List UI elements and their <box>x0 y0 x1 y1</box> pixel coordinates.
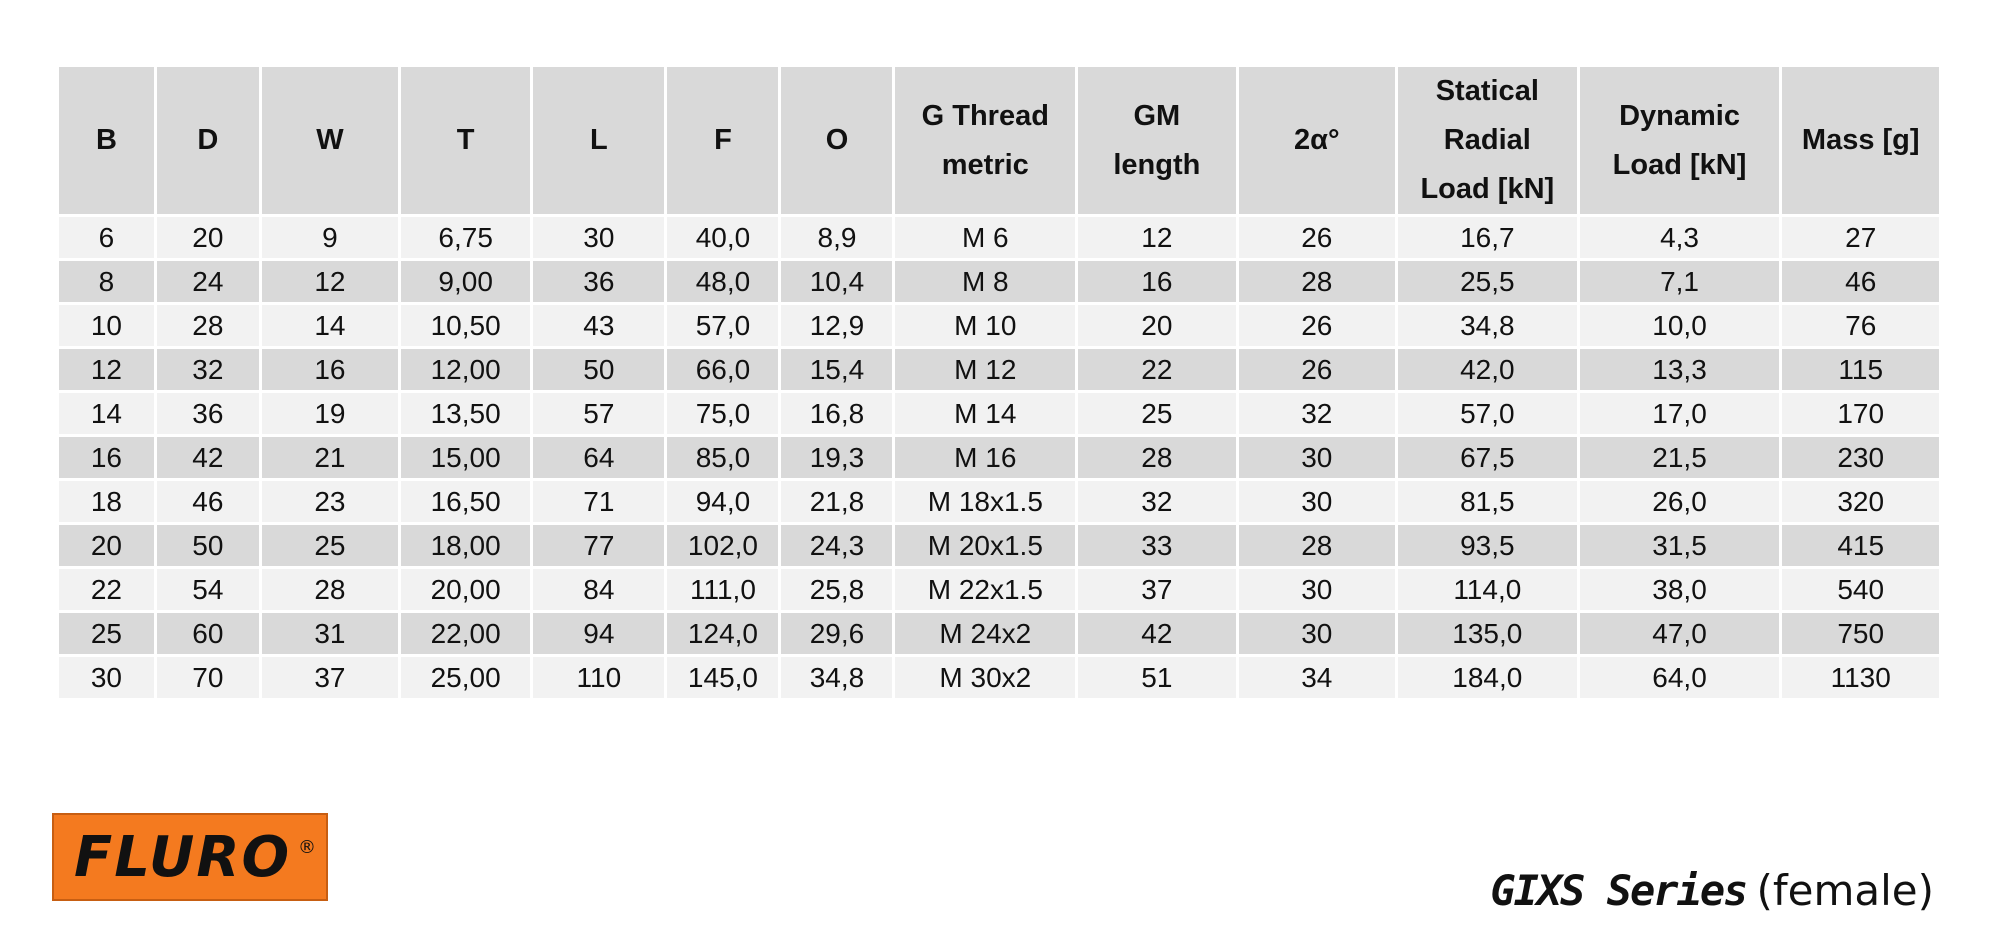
table-cell: 25 <box>260 524 399 568</box>
table-cell: 28 <box>1237 524 1396 568</box>
table-cell: 51 <box>1077 656 1237 700</box>
table-cell: 26 <box>1237 348 1396 392</box>
table-cell: 30 <box>58 656 156 700</box>
table-cell: 415 <box>1781 524 1941 568</box>
table-cell: 25,5 <box>1397 260 1579 304</box>
table-cell: 30 <box>1237 612 1396 656</box>
table-cell: 30 <box>1237 568 1396 612</box>
table-cell: 66,0 <box>666 348 780 392</box>
table-cell: 38,0 <box>1578 568 1781 612</box>
table-cell: M 24x2 <box>894 612 1077 656</box>
table-cell: 9,00 <box>400 260 532 304</box>
table-cell: 71 <box>532 480 666 524</box>
table-cell: 42 <box>1077 612 1237 656</box>
column-header <box>666 66 780 216</box>
table-row <box>58 348 1941 392</box>
spec-table-container <box>56 64 1942 701</box>
table-cell: 26 <box>1237 304 1396 348</box>
table-cell: 57 <box>532 392 666 436</box>
column-header-label: Dynamic Load [kN] <box>1612 99 1747 181</box>
column-header <box>58 66 156 216</box>
table-cell: 28 <box>260 568 399 612</box>
table-cell: 36 <box>532 260 666 304</box>
table-cell: 18 <box>58 480 156 524</box>
spec-table <box>56 64 1942 701</box>
table-cell: 36 <box>155 392 260 436</box>
table-cell: 64,0 <box>1578 656 1781 700</box>
table-cell: 10,4 <box>780 260 894 304</box>
column-header <box>780 66 894 216</box>
column-header <box>400 66 532 216</box>
table-cell: 20 <box>155 216 260 260</box>
table-cell: 12,00 <box>400 348 532 392</box>
table-cell: 46 <box>1781 260 1941 304</box>
column-header-label: B <box>95 124 117 156</box>
table-row <box>58 392 1941 436</box>
table-cell: 12 <box>260 260 399 304</box>
table-cell: 47,0 <box>1578 612 1781 656</box>
series-name: GIXS Series <box>1490 866 1747 915</box>
table-row <box>58 304 1941 348</box>
table-cell: 20 <box>1077 304 1237 348</box>
table-cell: 19 <box>260 392 399 436</box>
table-cell: 33 <box>1077 524 1237 568</box>
table-cell: 28 <box>1077 436 1237 480</box>
table-cell: 320 <box>1781 480 1941 524</box>
table-cell: 32 <box>1077 480 1237 524</box>
table-cell: 124,0 <box>666 612 780 656</box>
table-cell: M 18x1.5 <box>894 480 1077 524</box>
table-row <box>58 216 1941 260</box>
table-cell: 16 <box>58 436 156 480</box>
table-cell: 16,50 <box>400 480 532 524</box>
table-cell: 22,00 <box>400 612 532 656</box>
table-cell: 30 <box>1237 436 1396 480</box>
table-cell: 8,9 <box>780 216 894 260</box>
table-cell: 34 <box>1237 656 1396 700</box>
table-row <box>58 612 1941 656</box>
table-cell: 15,00 <box>400 436 532 480</box>
table-cell: 115 <box>1781 348 1941 392</box>
logo-text: FLURO <box>74 824 292 890</box>
table-cell: 54 <box>155 568 260 612</box>
table-cell: 230 <box>1781 436 1941 480</box>
table-cell: 110 <box>532 656 666 700</box>
table-cell: 42,0 <box>1397 348 1579 392</box>
table-cell: 24 <box>155 260 260 304</box>
table-cell: 75,0 <box>666 392 780 436</box>
table-cell: 93,5 <box>1397 524 1579 568</box>
table-cell: 70 <box>155 656 260 700</box>
table-cell: 12,9 <box>780 304 894 348</box>
table-cell: 13,50 <box>400 392 532 436</box>
table-cell: 26,0 <box>1578 480 1781 524</box>
table-cell: 30 <box>532 216 666 260</box>
column-header <box>1397 66 1579 216</box>
table-cell: 16 <box>260 348 399 392</box>
table-cell: M 16 <box>894 436 1077 480</box>
table-cell: 29,6 <box>780 612 894 656</box>
table-cell: 9 <box>260 216 399 260</box>
series-type: (female) <box>1756 866 1934 915</box>
table-cell: 20 <box>58 524 156 568</box>
column-header-label: O <box>825 124 849 156</box>
table-cell: 28 <box>1237 260 1396 304</box>
table-body <box>58 216 1941 700</box>
table-cell: 20,00 <box>400 568 532 612</box>
table-cell: 31,5 <box>1578 524 1781 568</box>
column-header <box>1781 66 1941 216</box>
table-cell: 37 <box>1077 568 1237 612</box>
table-cell: 34,8 <box>1397 304 1579 348</box>
column-header-label: D <box>197 124 219 156</box>
column-header-label: G Thread metric <box>921 99 1049 181</box>
column-header <box>1077 66 1237 216</box>
table-cell: 6,75 <box>400 216 532 260</box>
table-cell: 16 <box>1077 260 1237 304</box>
table-cell: 184,0 <box>1397 656 1579 700</box>
table-cell: 1130 <box>1781 656 1941 700</box>
table-cell: M 8 <box>894 260 1077 304</box>
table-cell: 24,3 <box>780 524 894 568</box>
table-cell: 21,8 <box>780 480 894 524</box>
column-header-label: Statical Radial Load [kN] <box>1420 75 1555 205</box>
table-cell: 145,0 <box>666 656 780 700</box>
table-cell: 85,0 <box>666 436 780 480</box>
table-row <box>58 568 1941 612</box>
table-cell: 10,50 <box>400 304 532 348</box>
column-header-label: T <box>456 124 475 156</box>
table-cell: M 22x1.5 <box>894 568 1077 612</box>
table-cell: 50 <box>532 348 666 392</box>
table-cell: 94 <box>532 612 666 656</box>
table-cell: 30 <box>1237 480 1396 524</box>
table-cell: 21 <box>260 436 399 480</box>
table-cell: 22 <box>58 568 156 612</box>
table-cell: 23 <box>260 480 399 524</box>
table-cell: 94,0 <box>666 480 780 524</box>
table-row <box>58 260 1941 304</box>
table-cell: 16,7 <box>1397 216 1579 260</box>
table-cell: 13,3 <box>1578 348 1781 392</box>
table-cell: 64 <box>532 436 666 480</box>
table-cell: M 14 <box>894 392 1077 436</box>
table-cell: 42 <box>155 436 260 480</box>
column-header-label: W <box>316 124 344 156</box>
column-header-label: L <box>589 124 608 156</box>
column-header-label: 2α° <box>1294 124 1340 156</box>
table-cell: 76 <box>1781 304 1941 348</box>
table-cell: 32 <box>155 348 260 392</box>
table-cell: 31 <box>260 612 399 656</box>
table-cell: 8 <box>58 260 156 304</box>
table-cell: 40,0 <box>666 216 780 260</box>
column-header-label: GM length <box>1113 99 1201 181</box>
column-header <box>155 66 260 216</box>
table-cell: 114,0 <box>1397 568 1579 612</box>
table-cell: 12 <box>58 348 156 392</box>
table-cell: M 10 <box>894 304 1077 348</box>
registered-mark: ® <box>298 837 316 858</box>
column-header <box>532 66 666 216</box>
table-cell: 15,4 <box>780 348 894 392</box>
table-cell: 12 <box>1077 216 1237 260</box>
table-cell: 170 <box>1781 392 1941 436</box>
table-cell: 26 <box>1237 216 1396 260</box>
table-cell: 16,8 <box>780 392 894 436</box>
table-cell: 102,0 <box>666 524 780 568</box>
table-cell: 25,00 <box>400 656 532 700</box>
table-cell: 10,0 <box>1578 304 1781 348</box>
table-cell: M 20x1.5 <box>894 524 1077 568</box>
table-cell: 10 <box>58 304 156 348</box>
table-cell: 27 <box>1781 216 1941 260</box>
table-cell: 25 <box>58 612 156 656</box>
table-cell: 4,3 <box>1578 216 1781 260</box>
table-cell: 28 <box>155 304 260 348</box>
table-cell: 21,5 <box>1578 436 1781 480</box>
table-cell: 84 <box>532 568 666 612</box>
table-cell: 48,0 <box>666 260 780 304</box>
column-header <box>1237 66 1396 216</box>
table-row <box>58 524 1941 568</box>
table-cell: M 30x2 <box>894 656 1077 700</box>
table-cell: M 12 <box>894 348 1077 392</box>
table-cell: 25,8 <box>780 568 894 612</box>
table-cell: 67,5 <box>1397 436 1579 480</box>
table-cell: 14 <box>58 392 156 436</box>
table-row <box>58 656 1941 700</box>
table-cell: 135,0 <box>1397 612 1579 656</box>
table-cell: 60 <box>155 612 260 656</box>
table-cell: 57,0 <box>666 304 780 348</box>
table-cell: 19,3 <box>780 436 894 480</box>
column-header <box>894 66 1077 216</box>
table-cell: 111,0 <box>666 568 780 612</box>
fluro-logo <box>52 813 328 901</box>
table-cell: 540 <box>1781 568 1941 612</box>
table-cell: M 6 <box>894 216 1077 260</box>
table-cell: 57,0 <box>1397 392 1579 436</box>
table-cell: 18,00 <box>400 524 532 568</box>
table-cell: 32 <box>1237 392 1396 436</box>
table-cell: 25 <box>1077 392 1237 436</box>
series-title <box>1490 866 1934 916</box>
table-cell: 17,0 <box>1578 392 1781 436</box>
table-cell: 50 <box>155 524 260 568</box>
table-cell: 6 <box>58 216 156 260</box>
table-cell: 77 <box>532 524 666 568</box>
column-header <box>260 66 399 216</box>
column-header-label: F <box>714 124 732 156</box>
table-row <box>58 480 1941 524</box>
table-header-row <box>58 66 1941 216</box>
table-cell: 7,1 <box>1578 260 1781 304</box>
column-header <box>1578 66 1781 216</box>
table-cell: 43 <box>532 304 666 348</box>
table-cell: 46 <box>155 480 260 524</box>
table-cell: 22 <box>1077 348 1237 392</box>
table-cell: 37 <box>260 656 399 700</box>
column-header-label: Mass [g] <box>1801 124 1920 156</box>
table-cell: 14 <box>260 304 399 348</box>
table-cell: 750 <box>1781 612 1941 656</box>
table-cell: 81,5 <box>1397 480 1579 524</box>
table-cell: 34,8 <box>780 656 894 700</box>
table-row <box>58 436 1941 480</box>
